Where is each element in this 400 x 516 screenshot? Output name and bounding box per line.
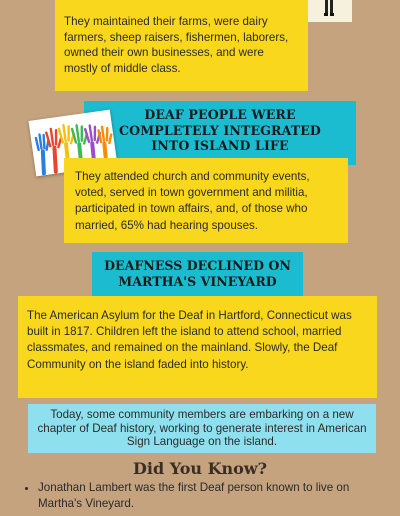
- integrated-info-box: [64, 158, 348, 243]
- integrated-heading: DEAF PEOPLE WERE COMPLETELY INTEGRATED INTO ISLAND LIFE: [119, 107, 321, 153]
- list-item: • Jonathan Lambert was the first Deaf person known to live on Martha's Vineyard.: [38, 480, 392, 512]
- figure-legs-icon: [324, 0, 334, 16]
- integrated-info-text: They attended church and community events, voted, served in town government and militia, participated in town affairs, and, of those who married, 65% had hearing spouses.: [75, 170, 310, 232]
- did-you-know-heading: Did You Know?: [133, 459, 267, 478]
- declined-heading-banner: [92, 252, 303, 297]
- declined-info-box: [18, 296, 377, 398]
- today-info-box: [28, 404, 376, 453]
- farms-info-box: [55, 0, 308, 91]
- standing-figure-illustration: [308, 0, 352, 22]
- farms-info-text: They maintained their farms, were dairy farmers, sheep raisers, fishermen, laborers, owned their own businesses, and were mostly of middle class.: [64, 15, 289, 75]
- integrated-heading-banner: [84, 101, 356, 165]
- did-you-know-list: [22, 480, 392, 512]
- declined-heading: DEAFNESS DECLINED ON MARTHA'S VINEYARD: [104, 258, 291, 289]
- declined-info-text: The American Asylum for the Deaf in Hartford, Connecticut was built in 1817. Children left the island to attend school, married classmates, and remained on the mainland. Slowly, the Deaf Community on the island faded into history.: [27, 309, 352, 371]
- today-info-text: Today, some community members are embarking on a new chapter of Deaf history, working to generate interest in American Sign Language on the island.: [37, 408, 367, 449]
